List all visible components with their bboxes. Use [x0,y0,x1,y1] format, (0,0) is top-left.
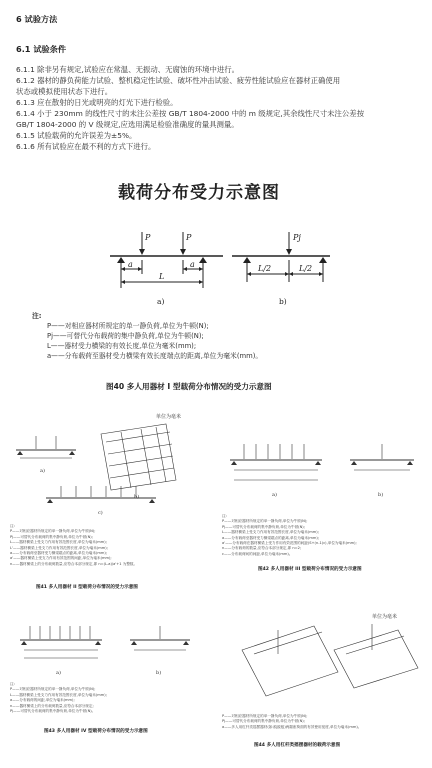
support-triangle [199,257,207,263]
clause-list [16,64,421,152]
clause-line: 状态或模拟使用状态下进行。 [16,87,113,96]
label-l: L [159,272,165,281]
note-line: a——分布载荷至器材受力横梁有效长度端点的距离,单位为毫米(mm)。 [47,352,263,360]
label-l2: L/2 [258,264,272,273]
note-title: 注: [222,514,227,518]
clause-line: 6.1.4 小于 230mm 的线性尺寸的未注公差按 GB/T 1804-2000 中的 m 级规定,其余线性尺寸未注公差按 [16,109,365,118]
fig42-diagram [222,430,422,508]
fig41-sub-c: c) [98,510,103,516]
clause-line: 6.1.6 所有试验应在最不利的方式下进行。 [16,142,156,151]
fig44-diagram [222,610,422,720]
clause-line: 6.1.1 除非另有规定,试验应在常温、无振动、无腐蚀的环境中进行。 [16,65,240,74]
note-line: L——器材横梁上受支力作用有效范围长度,单位为毫米(mm); [222,530,319,535]
note-line: P——对相应器材所规定的单一静负荷,单位为牛顿(N); [222,714,308,718]
note-line: P——对相应器材所规定的单一静负荷,单位为牛顿(N); [10,687,96,692]
sub-label-b: b) [279,297,287,306]
fig43-diagram [6,618,202,678]
support-triangle [117,257,125,263]
label-a: a [190,260,195,269]
note-line: n——器材横梁上的分布载荷数量,应符合本部分规定,即 n=(L-a)/a'+1 为整数。 [10,561,138,566]
note-line: P——对相应器材所规定的单一静负荷,单位为牛顿(N); [222,519,308,524]
sub-label-a: a) [157,297,165,306]
fig42-sub-b: b) [378,492,384,498]
arrow-head [139,249,145,255]
clause-line: 6.1.3 应在散射的日光或明亮的灯光下进行检验。 [16,98,178,107]
fig42-notes [222,514,357,557]
fig41-unit: 单位为毫米 [156,414,182,420]
clause-line: 6.1.5 试验载荷的允许误差为±5%。 [16,131,137,140]
note-line: a'——分布载荷在器材横梁上受力作用有效范围的间距(S+(n-1)c),单位为毫米(mm); [222,541,357,546]
fig41-notes [10,524,137,567]
note-line: Pj——可替代分布载荷的集中静负荷,单位为牛顿(N)。 [10,709,96,714]
fig44-notes [222,714,361,730]
section-heading: 6 试验方法 [16,14,58,24]
note-line: L——器材横梁上受支力作用有效范围长度,单位为毫米(mm); [10,692,107,697]
label-l2: L/2 [299,264,313,273]
note-line: a——分布载荷的间距,单位为毫米(mm); [10,698,75,703]
note-line: a——分布载荷至器材受力横梁端点的距离,单位为毫米(mm); [222,535,320,540]
fig41-diagram [6,410,202,520]
note-list [47,321,417,361]
label-pj: Pj [293,233,301,242]
fig43-sub-a: a) [56,670,61,676]
load-diagram-main [95,224,355,310]
arrow-head [286,249,292,255]
fig41-sub-b: b) [134,494,140,500]
note-line: Pj——可替代分布载荷的集中静负荷,单位为牛顿(N); [10,534,93,539]
note-line: Pj——可替代分布载荷的集中静负荷,单位为牛顿(N); [222,719,305,724]
fig43-caption: 图43 多人用器材 IV 型载荷分布情况的受力示意图 [44,729,148,734]
note-line: a——多人用杠杆类摇摆器材(如:跷跷板)两端座椅面的有效使用宽度,单位为毫米(mm)。 [222,724,362,729]
fig42-caption: 图42 多人用器材 III 型载荷分布情况的受力示意图 [258,567,362,572]
support-triangle [243,257,251,263]
note-line: L——器材受力横梁的有效长度,单位为毫米(mm); [47,342,197,350]
note-line: a——分布载荷至器材受力横梁端点的距离,单位为毫米(mm); [10,551,108,556]
fig41-caption: 图41 多人用器材 II 型载荷分布情况的受力示意图 [36,585,138,590]
note-line: P——对相应器材所规定的单一静负荷,单位为牛顿(N); [47,322,209,330]
support-triangle [319,257,327,263]
clause-line: GB/T 1804-2000 的 V 级规定,应选用满足检验准确度的量具测量。 [16,120,239,129]
fig43-notes [10,682,107,714]
arrow-head [180,249,186,255]
note-line: L——器材横梁上受支力作用有效范围长度,单位为毫米(mm); [10,540,107,545]
fig41-sub-a: a) [40,468,45,474]
note-line: c——分布载荷间的间距,单位为毫米(mm)。 [222,551,293,556]
sub-heading: 6.1 试验条件 [16,44,67,54]
note-line: n——器材横梁上的分布载荷数量,应符合本部分规定; [10,703,94,708]
label-a: a [128,260,133,269]
fig44-unit: 单位为毫米 [372,614,398,620]
fig42-sub-a: a) [272,492,277,498]
clause-line: 6.1.2 器材的静负荷能力试验、整机稳定性试验、破坏性冲击试验、疲劳性能试验应在器材正确使用 [16,76,341,85]
note-title: 注: [10,524,15,528]
note-title: 注: [32,312,42,320]
note-line: Pj——可替代分布载荷的集中静负荷,单位为牛顿(N); [47,332,204,340]
figure-caption: 图40 多人用器材 I 型载荷分布情况的受力示意图 [106,382,272,391]
label-p: P [145,233,151,242]
note-line: P——对相应器材所规定的单一静负荷,单位为牛顿(N); [10,529,96,534]
figure-main-title: 载荷分布受力示意图 [118,183,280,203]
note-line: Pj——可替代分布载荷的集中静负荷,单位为牛顿(N); [222,524,305,529]
note-line: L'——器材横梁上受支力作用有效范围长度,单位为毫米(mm); [10,545,108,550]
note-line: n——分布载荷的数量,应符合本部分规定,即 n=2; [222,546,302,551]
fig43-sub-b: b) [156,670,162,676]
note-line: a'——器材横梁上受支力作用有效范围的间距,单位为毫米(mm); [10,556,112,561]
note-title: 注: [10,682,15,686]
fig44-caption: 图44 多人用杠杆类摇摆器材的载荷示意图 [254,743,341,748]
label-p: P [186,233,192,242]
